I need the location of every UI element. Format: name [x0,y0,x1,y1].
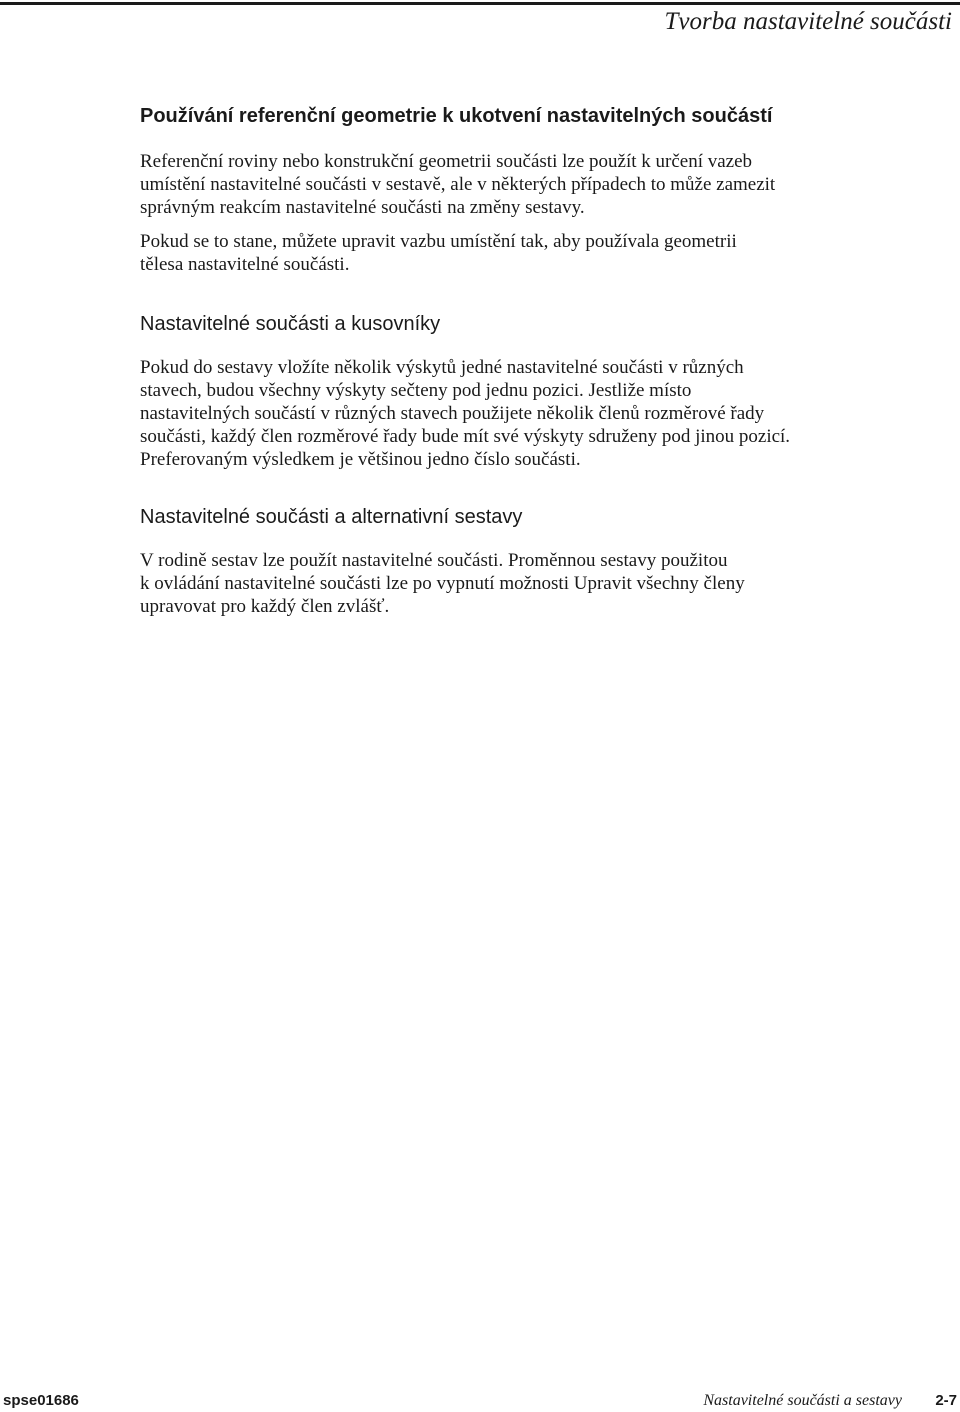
text-line: nastavitelných součástí v různých stavech použijete několik členů rozměrové řady [140,403,765,424]
section-heading: Nastavitelné součásti a kusovníky [140,313,441,335]
text-line: součásti, každý člen rozměrové řady bude mít své výskyty sdruženy pod jinou pozicí. [140,426,791,447]
page-number: 2-7 [935,1392,957,1409]
text-line: V rodině sestav lze použít nastavitelné součásti. Proměnnou sestavy použitou [140,550,728,571]
section-reference-geometry [140,103,955,276]
text-line: Preferovaným výsledkem je většinou jedno číslo součásti. [140,449,581,470]
text-line: správným reakcím nastavitelné součásti na změny sestavy. [140,197,585,218]
text-line: k ovládání nastavitelné součásti lze po vypnutí možnosti Upravit všechny členy [140,573,745,594]
section-alternative-assemblies [140,504,955,618]
section-heading: Používání referenční geometrie k ukotvení nastavitelných součástí [140,105,773,127]
text-line: upravovat pro každý člen zvlášť. [140,596,390,617]
paragraph [140,150,955,219]
paragraph [140,356,955,471]
document-code: spse01686 [3,1392,79,1409]
text-line: Pokud do sestavy vložíte několik výskytů jedné nastavitelné součásti v různých [140,357,744,378]
text-line: tělesa nastavitelné součásti. [140,254,350,275]
text-line: umístění nastavitelné součásti v sestavě, ale v některých případech to může zamezit [140,174,776,195]
text-line: stavech, budou všechny výskyty sečteny pod jednu pozici. Jestliže místo [140,380,692,401]
page-footer [0,1390,960,1412]
running-header: Tvorba nastavitelné součásti [664,8,952,35]
section-heading: Nastavitelné součásti a alternativní sestavy [140,506,523,528]
text-line: Referenční roviny nebo konstrukční geometrii součásti lze použít k určení vazeb [140,151,753,172]
paragraph [140,230,955,276]
section-bom [140,311,955,471]
paragraph [140,549,955,618]
header-rule [0,2,960,5]
book-title: Nastavitelné součásti a sestavy [703,1392,902,1409]
text-line: Pokud se to stane, můžete upravit vazbu umístění tak, aby používala geometrii [140,231,737,252]
